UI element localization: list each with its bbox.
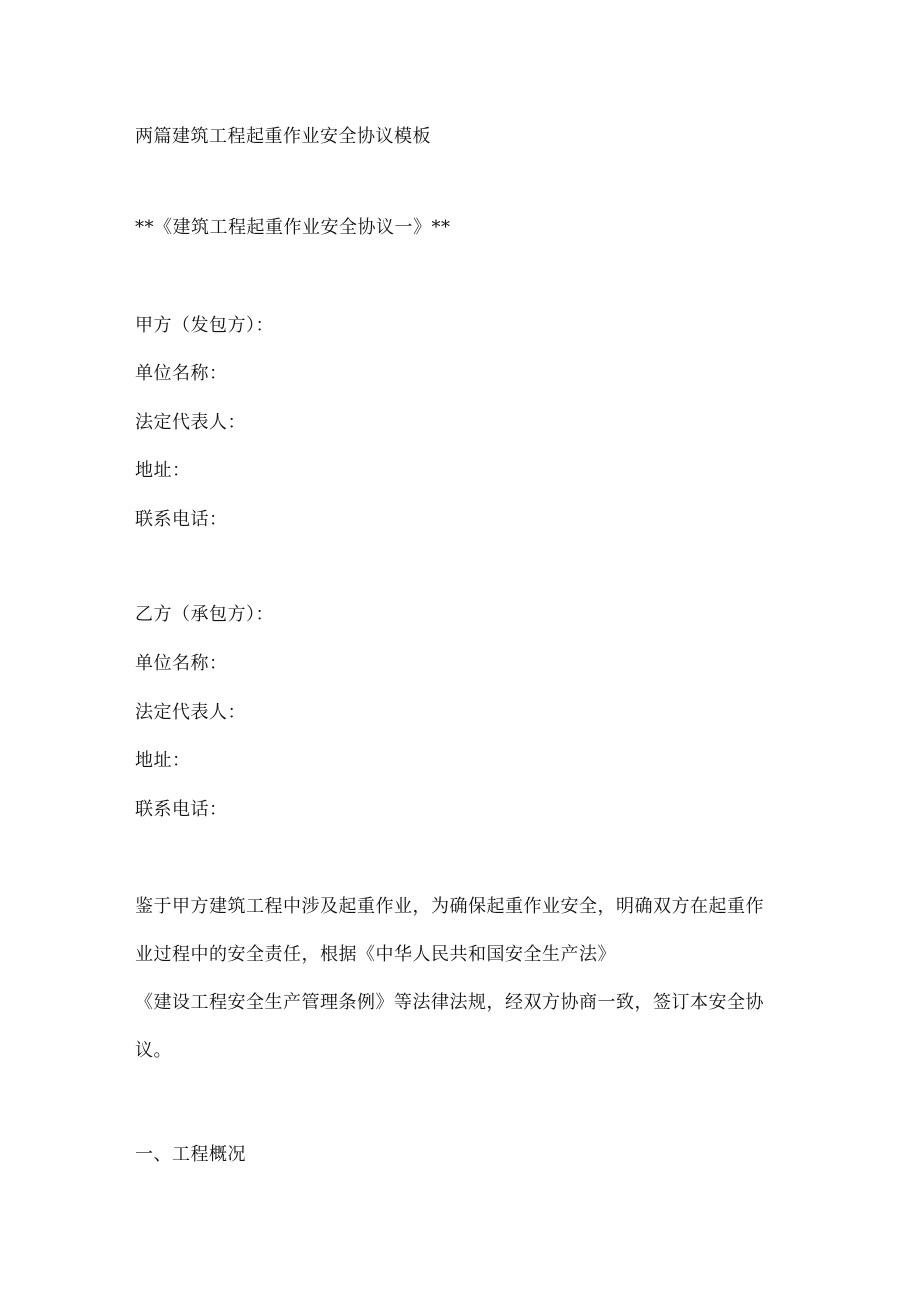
agreement-subtitle: **《建筑工程起重作业安全协议一》** (135, 217, 451, 238)
party-a-heading: 甲方（发包方）： (135, 315, 274, 336)
party-b-legal-rep: 法定代表人： (135, 702, 246, 723)
section-heading-project-overview: 一、工程概况 (135, 1144, 246, 1165)
party-a-address: 地址： (135, 460, 191, 481)
preamble-paragraph (135, 895, 775, 1075)
party-a-phone: 联系电话： (135, 509, 228, 530)
party-a-unit-name: 单位名称： (135, 363, 228, 384)
preamble-line: 《建设工程安全生产管理条例》等法律法规，经双方协商一致，签订本安全协 (135, 992, 764, 1013)
party-b-heading: 乙方（承包方）： (135, 604, 274, 625)
preamble-line: 议。 (135, 1040, 172, 1061)
preamble-line: 鉴于甲方建筑工程中涉及起重作业，为确保起重作业安全，明确双方在起重作 (135, 896, 764, 917)
party-b-address: 地址： (135, 750, 191, 771)
party-a-legal-rep: 法定代表人： (135, 412, 246, 433)
party-b-phone: 联系电话： (135, 799, 228, 820)
preamble-line: 业过程中的安全责任，根据《中华人民共和国安全生产法》 (135, 944, 616, 965)
party-b-unit-name: 单位名称： (135, 653, 228, 674)
document-title: 两篇建筑工程起重作业安全协议模板 (135, 126, 431, 147)
